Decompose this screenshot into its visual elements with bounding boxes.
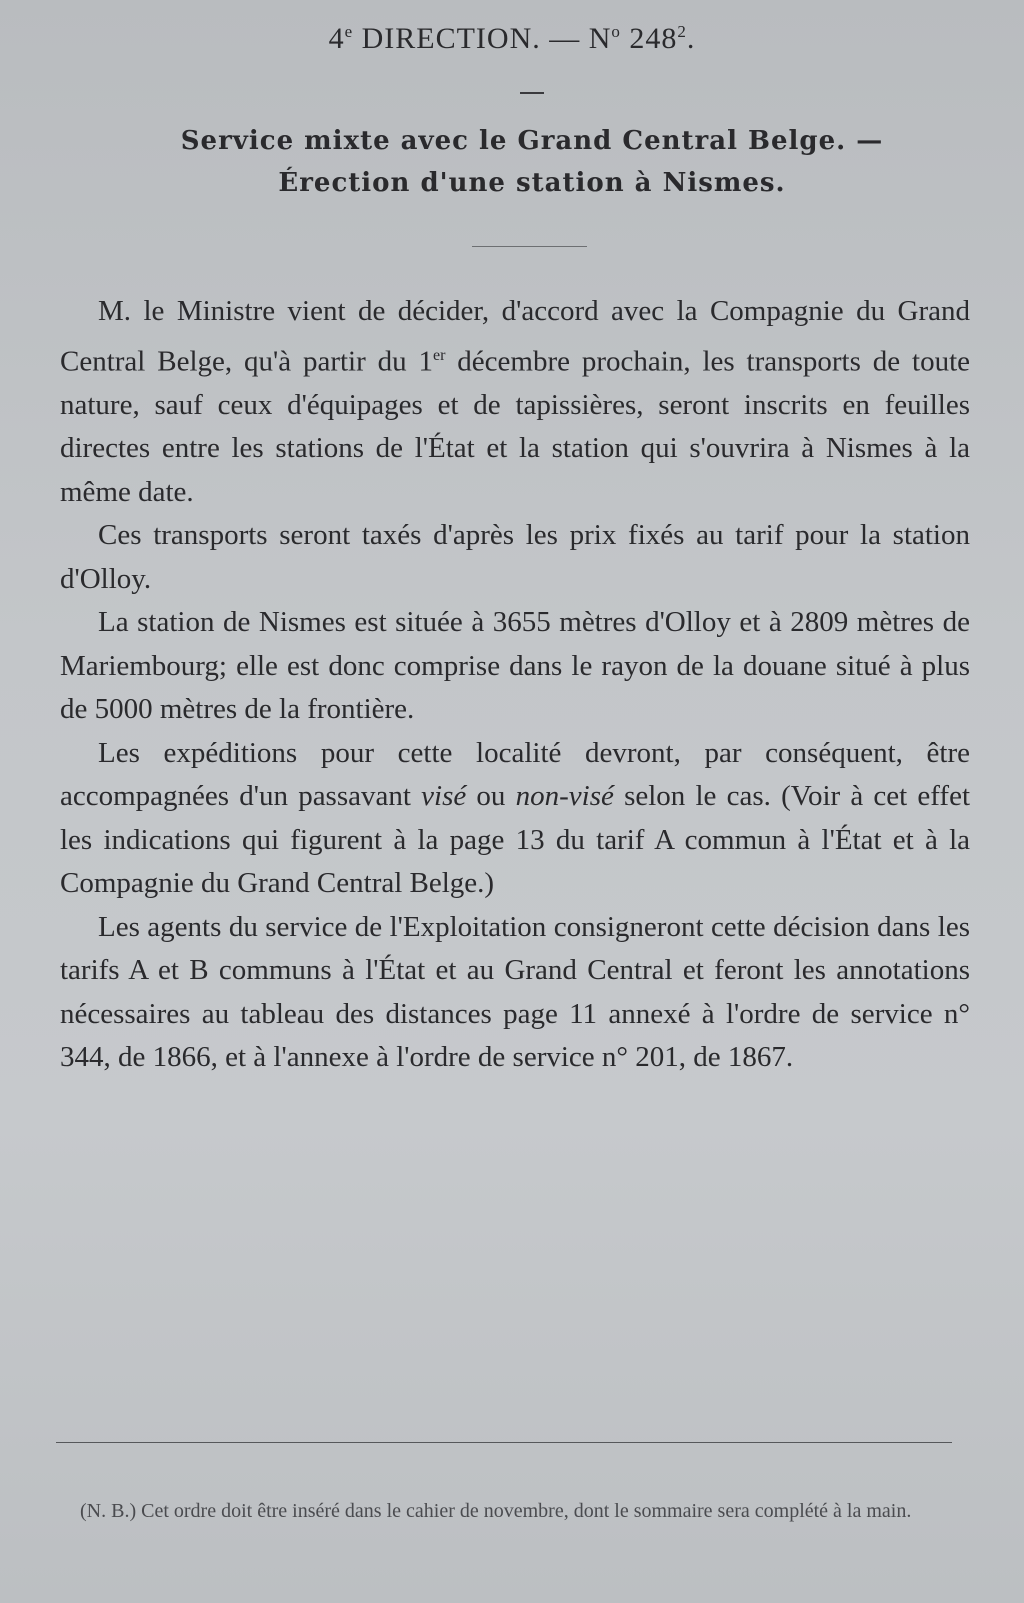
- paragraph-1-text-b: décembre prochain, les transports de toute nature, sauf ceux d'équipages et de tapissières, seront inscrits en feuilles directes entre les stations de l'État et la station qui s'ouvrira à Nismes à la même date.: [60, 345, 970, 508]
- title-separator: [472, 246, 587, 247]
- footnote-text: (N. B.) Cet ordre doit être inséré dans le cahier de novembre, dont le sommaire sera complété à la main.: [80, 1500, 912, 1522]
- paragraph-1-superscript: er: [433, 346, 446, 364]
- direction-superscript: e: [344, 22, 354, 41]
- paragraph-4: [60, 732, 970, 906]
- title-line-2: Érection d'une station à Nismes.: [278, 168, 786, 198]
- order-number-superscript: 2: [677, 22, 687, 41]
- paragraph-5: Les agents du service de l'Exploitation consigneront cette décision dans les tarifs A et B communs à l'État et au Grand Central et feront les annotations nécessaires au tableau des distances page 11 annexé à l'ordre de service n° 344, de 1866, et à l'annexe à l'ordre de service n° 201, de 1867.: [60, 910, 970, 1074]
- paragraph-1: [60, 290, 970, 514]
- title-line-1: Service mixte avec le Grand Central Belge. —: [180, 126, 884, 156]
- paragraph-1-text-a: M. le Ministre vient de décider, d'accord avec la Compagnie du Grand Central Belge, qu'à partir du 1: [60, 295, 970, 378]
- paragraph-2: Ces transports seront taxés d'après les prix fixés au tarif pour la station d'Olloy.: [60, 519, 970, 595]
- document-body: [60, 290, 970, 1080]
- order-number: 248: [620, 22, 678, 55]
- paragraph-4-text-a: Les expéditions pour cette localité devront, par conséquent, être accompagnées d'un passavant: [60, 736, 970, 813]
- paragraph-4-vise: visé: [421, 780, 467, 813]
- header-period: .: [686, 22, 696, 55]
- paragraph-3: La station de Nismes est située à 3655 mètres d'Olloy et à 2809 mètres de Mariembourg; elle est donc comprise dans le rayon de la douane situé à plus de 5000 mètres de la frontière.: [60, 606, 970, 726]
- footnote-separator: [56, 1442, 952, 1443]
- direction-label: DIRECTION. — N: [353, 22, 612, 55]
- header-dash: [520, 92, 544, 94]
- document-title: [60, 120, 1004, 204]
- paragraph-4-non-vise: non-visé: [515, 780, 614, 813]
- footnote: [50, 1494, 950, 1528]
- paragraph-4-text-b: selon le cas. (Voir à cet effet les indications qui figurent à la page 13 du tarif A commun à l'État et à la Compagnie du Grand Central Belge.): [60, 780, 971, 900]
- page-header: [0, 22, 1024, 56]
- number-degree: o: [611, 22, 621, 41]
- direction-number: 4: [328, 22, 345, 55]
- paragraph-4-ou: ou: [466, 780, 516, 813]
